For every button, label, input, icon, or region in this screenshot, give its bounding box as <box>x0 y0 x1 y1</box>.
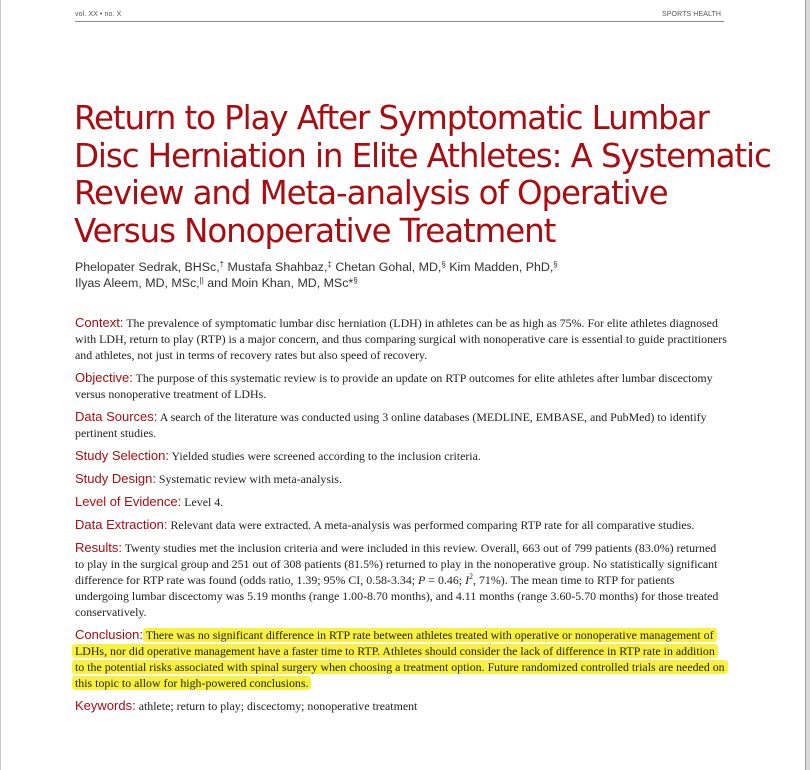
article-title: Return to Play After Symptomatic Lumbar Disc Herniation in Elite Athletes: A Systematic Review and Meta-analysis of Operative Versus Nonoperative Treatment <box>74 99 771 250</box>
section-text: A search of the literature was conducted using 3 online databases (MEDLINE, EMBASE, and PubMed) to identify pertinent studies. <box>75 410 707 440</box>
section-label: Results: <box>75 540 122 555</box>
abstract-level-of-evidence <box>75 494 727 510</box>
section-text: Systematic review with meta-analysis. <box>158 472 342 486</box>
running-header-volume: vol. XX • no. X <box>75 11 122 18</box>
section-text: athlete; return to play; discectomy; nonoperative treatment <box>138 699 418 713</box>
author-name: and Moin Khan, MD, MSc* <box>203 276 354 290</box>
section-label: Study Selection: <box>75 448 169 463</box>
section-label: Data Sources: <box>75 409 158 424</box>
section-text: Relevant data were extracted. A meta-analysis was performed comparing RTP rate for all comparative studies. <box>170 518 695 532</box>
section-text: , 71%). The mean time to RTP for patients undergoing lumbar discectomy was 5.19 months (range 1.00-8.70 months), and 4.11 months (range 3.60-5.70 months) for those treated conservatively. <box>75 573 719 619</box>
abstract-conclusion <box>75 627 727 691</box>
section-label: Context: <box>75 315 124 330</box>
running-header-journal: SPORTS HEALTH <box>662 11 721 18</box>
abstract-study-design <box>75 471 727 487</box>
section-text: The purpose of this systematic review is to provide an update on RTP outcomes for elite athletes after lumbar discectomy versus nonoperative treatment of LDHs. <box>75 371 713 401</box>
author-name: Ilyas Aleem, MD, MSc, <box>75 276 200 290</box>
author-name: Kim Madden, PhD, <box>445 260 554 274</box>
section-text: Yielded studies were screened according to the inclusion criteria. <box>171 449 481 463</box>
abstract-data-extraction <box>75 517 727 533</box>
abstract-context <box>75 315 727 363</box>
section-text: The prevalence of symptomatic lumbar disc herniation (LDH) in athletes can be as high as 75%. For elite athletes diagnosed with LDH, return to play (RTP) is a major concern, and thus comparing surgical with nonoperative care is essential to guide practitioners and athletes, not just in terms of recovery rates but also speed of recovery. <box>75 316 727 362</box>
abstract-objective <box>75 370 727 402</box>
abstract-results <box>75 540 727 620</box>
highlighted-conclusion-text[interactable]: There was no significant difference in RTP rate between athletes treated with operative or nonoperative management of LDHs, nor did operative management have a faster time to RTP. Athletes should consider the lack of difference in RTP rate in addition to the potential risks associated with spinal surgery when choosing a treatment option. Future randomized controlled trials are needed on this topic to allow for high-powered conclusions. <box>75 628 725 690</box>
header-rule <box>75 21 724 22</box>
section-label: Keywords: <box>75 698 136 713</box>
section-text: = 0.46; <box>425 573 466 587</box>
abstract-study-selection <box>75 448 727 464</box>
section-label: Objective: <box>75 370 133 385</box>
section-label: Conclusion: <box>75 627 143 642</box>
section-text: Twenty studies met the inclusion criteria and were included in this review. Overall, 663 out of 799 patients (83.0%) returned to play in the surgical group and 251 out of 308 patients (81.5%) returned to play in the nonoperative group. No statistically significant difference for RTP rate was found (odds ratio, 1.39; 95% CI, 0.58-3.34; <box>75 541 718 587</box>
author-name: Phelopater Sedrak, BHSc, <box>75 260 220 274</box>
author-affiliation-mark: || <box>199 276 204 285</box>
author-list <box>75 259 715 291</box>
author-name: Mustafa Shahbaz, <box>224 260 328 274</box>
author-affiliation-mark: ‡ <box>327 260 332 269</box>
section-label: Study Design: <box>75 471 156 486</box>
section-label: Level of Evidence: <box>75 494 182 509</box>
author-affiliation-mark: § <box>441 260 446 269</box>
section-text: Level 4. <box>184 495 224 509</box>
abstract-keywords <box>75 698 727 714</box>
author-affiliation-mark: § <box>353 276 358 285</box>
abstract-data-sources <box>75 409 727 441</box>
author-name: Chetan Gohal, MD, <box>331 260 442 274</box>
author-affiliation-mark: † <box>219 260 225 269</box>
section-label: Data Extraction: <box>75 517 168 532</box>
author-affiliation-mark: § <box>553 260 558 269</box>
i-squared-exponent: 2 <box>469 572 474 582</box>
i-squared-symbol: I <box>465 573 470 587</box>
p-value-symbol: P <box>418 573 426 587</box>
abstract <box>75 315 727 721</box>
